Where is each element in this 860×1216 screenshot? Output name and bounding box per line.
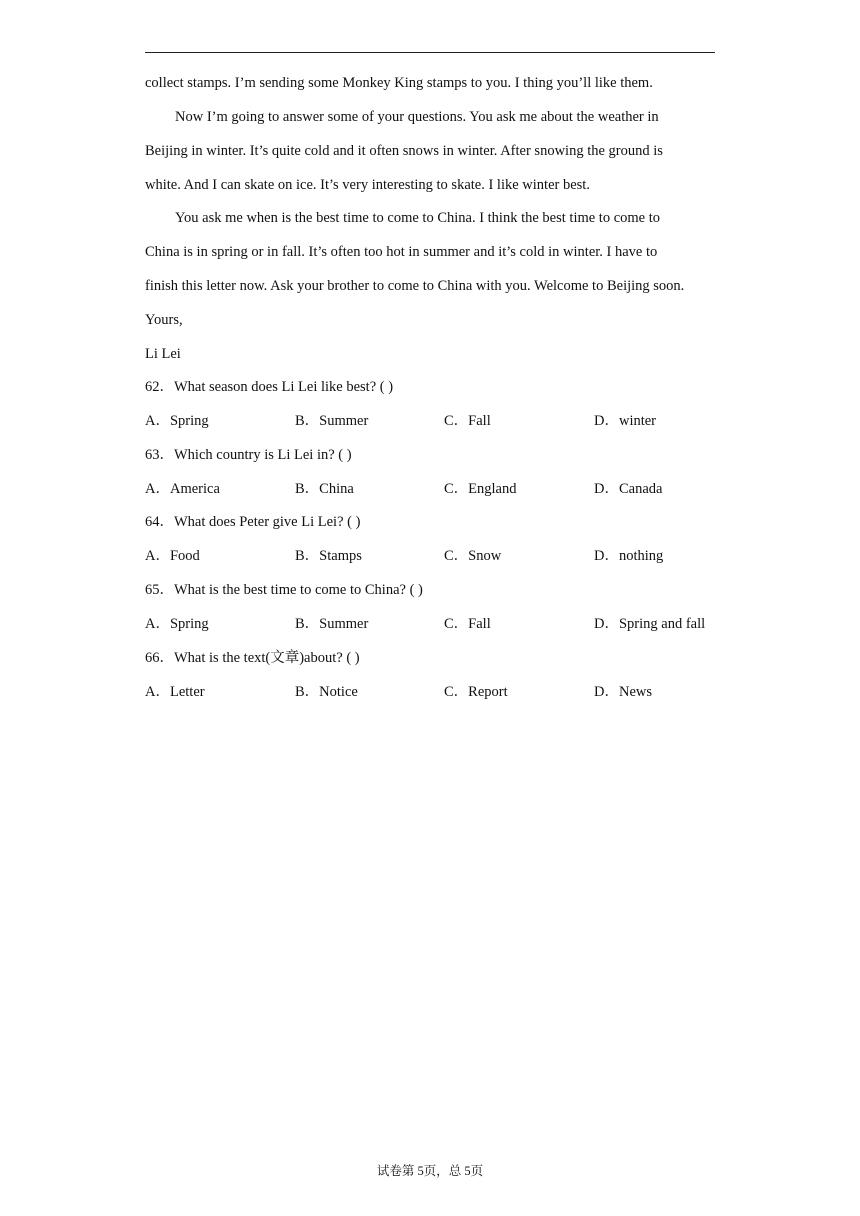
question-stem: 65．What is the best time to come to China? ( ): [145, 582, 423, 598]
letter-closing: Yours,: [145, 312, 183, 328]
option-b: B．Notice: [295, 684, 358, 700]
option-d: D．News: [594, 684, 652, 700]
header-rule: [145, 52, 715, 53]
option-d: D．Spring and fall: [594, 616, 706, 632]
passage-line: You ask me when is the best time to come to China. I think the best time to come to: [175, 210, 661, 226]
question-stem: 62．What season does Li Lei like best? ( ): [145, 379, 394, 395]
page-footer: 试卷第 5页，总 5页: [376, 1164, 484, 1178]
question-stem: 66．What is the text(文章)about? ( ): [145, 650, 360, 666]
option-a: A．Letter: [145, 684, 205, 700]
passage-line: collect stamps. I’m sending some Monkey King stamps to you. I thing you’ll like them.: [145, 75, 653, 91]
option-d: D．Canada: [594, 481, 663, 497]
option-a: A．Food: [145, 548, 200, 564]
question-stem: 63．Which country is Li Lei in? ( ): [145, 447, 352, 463]
option-a: A．America: [145, 481, 220, 497]
option-c: C．Fall: [444, 616, 491, 632]
option-d: D．winter: [594, 413, 657, 429]
passage-line: Beijing in winter. It’s quite cold and it often snows in winter. After snowing the ground is: [145, 143, 663, 159]
passage-line: white. And I can skate on ice. It’s very interesting to skate. I like winter best.: [145, 177, 590, 193]
option-c: C．Snow: [444, 548, 502, 564]
option-b: B．Stamps: [295, 548, 362, 564]
option-c: C．England: [444, 481, 517, 497]
option-a: A．Spring: [145, 616, 209, 632]
letter-signature: Li Lei: [145, 346, 181, 362]
passage-line: finish this letter now. Ask your brother to come to China with you. Welcome to Beijing soon.: [145, 278, 685, 294]
option-b: B．Summer: [295, 616, 369, 632]
option-c: C．Fall: [444, 413, 491, 429]
option-c: C．Report: [444, 684, 508, 700]
option-d: D．nothing: [594, 548, 664, 564]
question-stem: 64．What does Peter give Li Lei? ( ): [145, 514, 361, 530]
passage-line: China is in spring or in fall. It’s often too hot in summer and it’s cold in winter. I have to: [145, 244, 658, 260]
option-b: B．Summer: [295, 413, 369, 429]
passage-line: Now I’m going to answer some of your questions. You ask me about the weather in: [175, 109, 659, 125]
option-b: B．China: [295, 481, 354, 497]
option-a: A．Spring: [145, 413, 209, 429]
